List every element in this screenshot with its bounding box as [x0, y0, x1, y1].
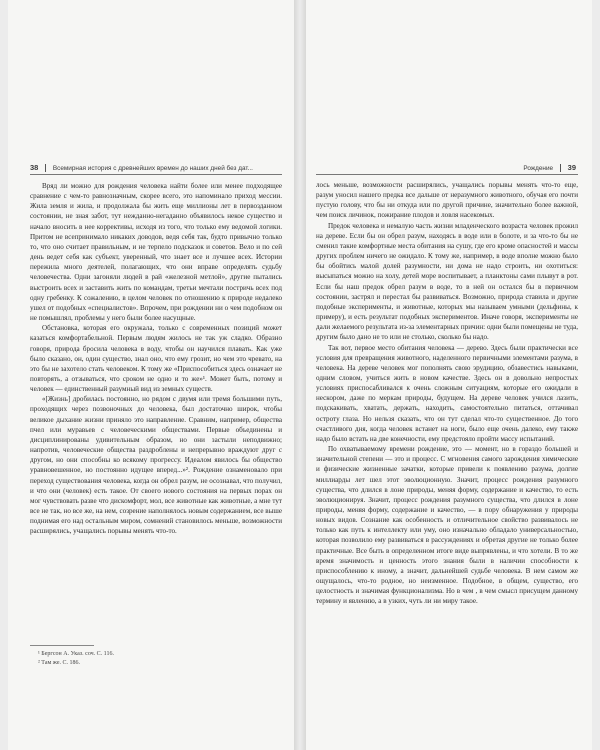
right-page-number: 39 [567, 163, 576, 172]
paragraph: Вряд ли можно для рождения человека найти более или менее подходящее сравнение с чем-то равнозначным, скорее всего, это напоминало приход мессии. Жила земля и жила, и продолжала бы жить еще миллионы лет в первозданном состоянии, не зная забот, тут нежданно-негаданно объявилось некое существо и начало вносить в нее коррективы, исходя из того, что только ему ведомой логики. Притом не всепринимало никаких доводов, ведя себя так, будто привычно только то, что оно считает правильным, и не терпело подсказок и советов. Вело и по сей день ведет себя как субъект, уверенный, что знает все и лучшее всех. Истории пережила много деятелей, полагающих, что они вправе определять судьбу человечества. Одни загоняли людей в рай «железной метлой», другие пытались выстроить всех и заставить жить по командам, третьи мечтали постричь всех под одну гребенку. К сожалению, в целом человек по отношению к природе недалеко ушел от подобных «специалистов». Впрочем, при рождении ни о чем подобном он не помышлял, проблемы у него были более насущные. [30, 182, 282, 323]
left-running-title: Всемирная история с древнейших времен до наших дней без дат... [52, 165, 253, 172]
paragraph: Предок человека и немалую часть жизни младенческого возраста человек прожил на дереве. Если бы он обрел разум, находясь в воде или в болоте, и за что-то бы не сменил такие комфортные места обитания на сушу, где его кроме опасностей и массы других проблем ничего не ожидало. К тому же, например, в воде вполне можно было бы обойтись малой долей разумности, ни дома не надо строить, ни охотиться: высыпаться можно на холу, детей море воспитывает, а планктоны сами плывут в рот. Если бы наш предок обрел разум в воде, то в ней он остался бы в первичном состоянии, застрял и перестал бы развиваться. Возможно, природа ставила и другие подобные эксперименты, и животные, которых мы называем умными (дельфины, к примеру), и есть результат подобных экспериментов. Иначе говоря, эксперименты не дали желаемого результата из-за элементарных причин: одни были помещены не туда, другим было дано не то или не столько, сколько бы надо. [316, 221, 578, 342]
book-gutter [294, 0, 306, 750]
right-page [306, 0, 592, 750]
header-separator [45, 164, 46, 172]
left-header-rule [30, 174, 282, 175]
footnote-rule [30, 645, 94, 646]
left-page-number: 38 [30, 163, 39, 172]
right-body-text [316, 180, 578, 607]
footnotes [38, 650, 278, 667]
left-page [8, 0, 294, 750]
paragraph: По охватываемому времени рождение, это — момент, но в гораздо большей и значительной степени — это и процесс. С мгновения самого зарождения химические и физические жизненные зачатки, которые привели к появлению разума, долгие миллиарды лет шел этот эволюционную. Значит, процесс рождения разумного существа, что длился в лоне природы, меняя форму, содержание и качество, то есть эволюционируя. Значит, процесс рождения разумного существа, что длился в лоне природы, меняя форму, содержание и качество, — в пору обнаружения у природы новых видов. Сознание как особенность и отличительное свойство развивалось не только как путь к интеллекту или уму, оно изначально обладало универсальностью, которая позволило ему развиваться в рассуждениях и обретая другие не только более практичные. Все быть в определенном итоге виде выпрявлены, и что хотели. В то же время значимость и ценность этого знания были в наличии способности к приспособлению к иному, а значит, дальнейшей судьбе человека. В нем самом же ощущалось, что-то родное, но неизменное. Подобное, в общем, существо, его целостность и значимая функционализма. Но в чем , в чем смысл присущем данному термину и явлению, а в узких, чуть ли ни миру такое. [316, 445, 578, 606]
left-running-head [30, 163, 253, 172]
footnote: ¹ Бергсон А. Указ. соч. С. 116. [38, 651, 114, 657]
right-header-rule [316, 174, 578, 175]
right-running-head [523, 163, 576, 172]
header-separator [560, 164, 561, 172]
paragraph: Обстановка, которая его окружала, только с современных позиций может казаться комфортабельной. Первым людям жилось не так уж сладко. Образно говоря, природа бросила человека в воду, чтобы он научился плавать. Как уже было сказано, он, один существо, знал оно, что ему грозит, но чем это чревато, на это бы не захотело стать человеком. К тому же «Приспособиться здесь означает не повторять, а отзываться, что сроком не одно и то же»¹. Может быть, потому и человек — единственный разумный вид из земных существ. [30, 324, 282, 394]
paragraph: лось меньше, возможности расширялись, учащались порывы менять что-то еще, разум уносил нашего предка все дальше от неразумного животного, обучая его почти пустую голову, что бы ни откуда или по другой причине, значительно более важной, чем поиск личинок, пожирание плодов и ловля насекомых. [316, 181, 578, 220]
paragraph: «[Жизнь] дробилась постоянно, но рядом с двумя или тремя большими путь, проходящих через позвоночных до человека, был достаточно широк, чтобы великое дыхание жизни приняло это направление. Сравним, например, общества пчел или муравьев с человеческими обществами. Первые объединены и дисциплинированы удивительным образом, но они застыли неподвижно; напротив, человеческие общества раздроблены и непрерывно враждуют друг с другом, но они способны ко всякому прогрессу. Идеалом явилось бы общество уравновешенное, но постоянно идущее вперед...»². Рождение ознаменовало при переход существования человека, когда он обрел разум, не осознавал, что получил, и что они (человек) есть такое. От своего нового состояния на первых порах он мог чувствовать разве что дискомфорт, мол, все животные как животные, а мне тут все не так, но все же, на нем, созрение наполнялось новым содержанием, все выше поднимая его над остальным миром, сомнений становилось меньше, возможности расширялись, учащались порывы менять что-то. [30, 395, 282, 536]
footnote: ² Там же. С. 186. [38, 659, 81, 666]
right-running-title: Рождение [523, 165, 554, 172]
left-body-text [30, 181, 282, 536]
paragraph: Так вот, первое место обитания человека — дерево. Здесь были практически все условия для превращения животного, наделенного первичными элементами разума, в человека. На дереве человек мог пополнять свою эрудицию, обзавестись навыками, одним словом, учиться жить в новом качестве. Здесь он в довольно непростых условиях приспосабливался к очень сложным ситуациям, которые его ожидали в нескором, даже по меркам природы, будущем. На дереве человек учился лазить, подскакивать, хватать, держать, находить, самостоятельно питаться, оттачивал остроту глаза. Но нельзя сказать, что он тут сделал что-то существенное. До того счастливого дня, когда человек встанет на ноги, было еще очень далеко, ему также надо было встать на две конечности, ему предстояло пройти массу испытаний. [316, 343, 578, 443]
